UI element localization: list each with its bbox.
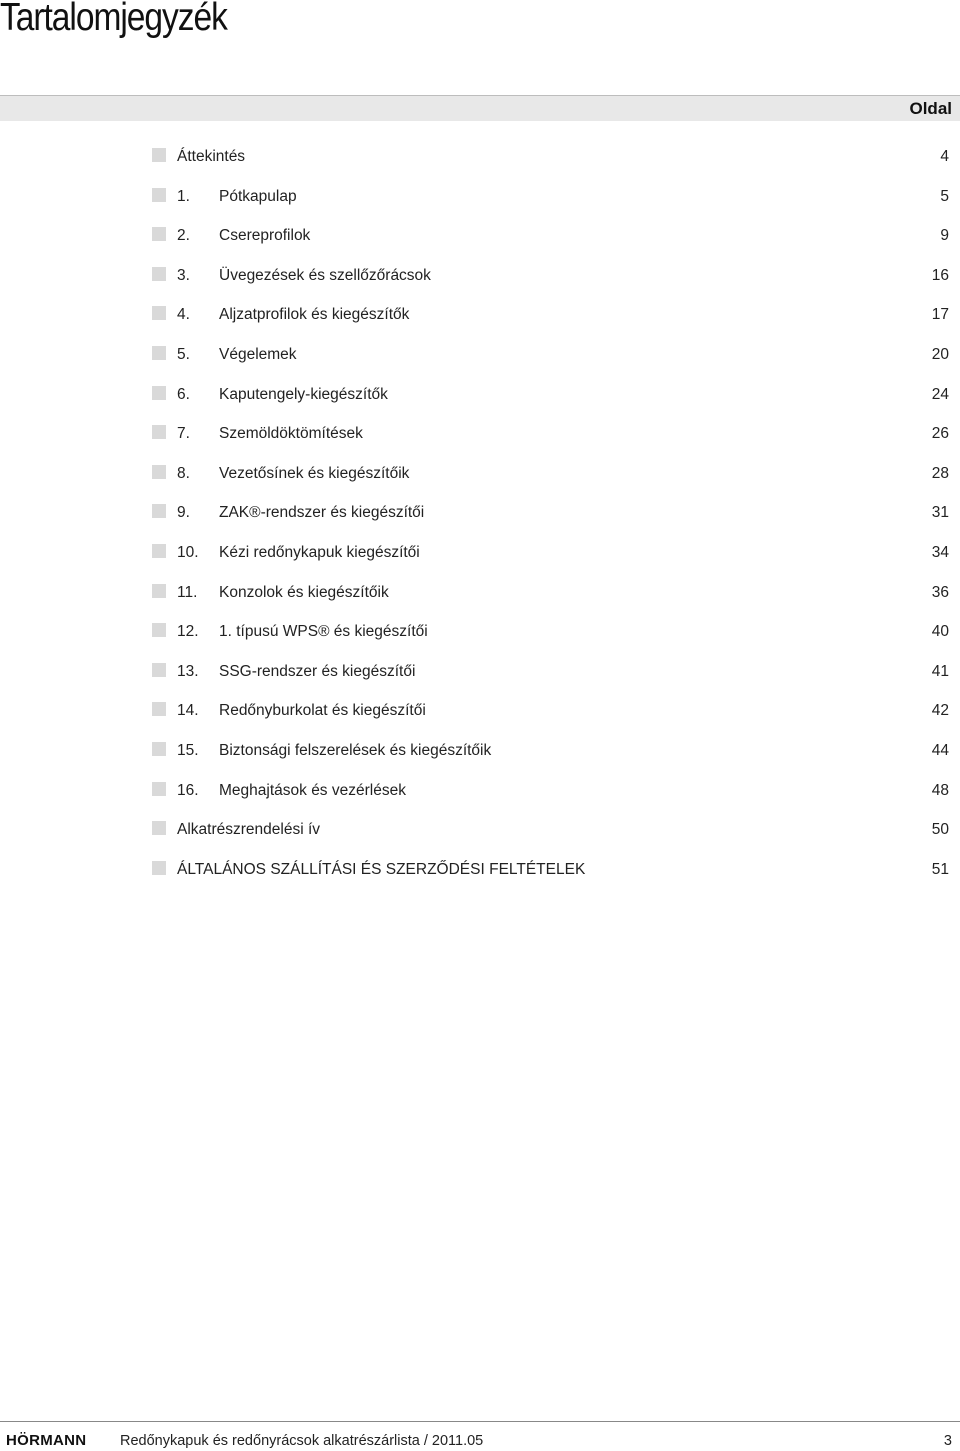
- toc-entry-label: Vezetősínek és kiegészítőik: [219, 464, 410, 482]
- square-bullet-icon: [152, 702, 166, 716]
- toc-entry-label: Kézi redőnykapuk kiegészítői: [219, 543, 420, 561]
- toc-entry-page: 41: [931, 662, 949, 680]
- toc-entry-page: 26: [931, 425, 949, 443]
- footer-divider: [0, 1421, 960, 1422]
- toc-entry[interactable]: [0, 138, 960, 178]
- toc-entry-page: 28: [931, 464, 949, 482]
- toc-entry-number: 6.: [177, 385, 190, 403]
- toc-entry-label: Redőnyburkolat és kiegészítői: [219, 702, 426, 720]
- toc-entry[interactable]: [0, 455, 960, 495]
- footer-page-number: 3: [943, 1433, 952, 1449]
- toc-entry-page: 44: [931, 741, 949, 759]
- square-bullet-icon: [152, 544, 166, 558]
- toc-entry-label: ÁLTALÁNOS SZÁLLÍTÁSI ÉS SZERZŐDÉSI FELTÉTELEK: [177, 860, 586, 878]
- toc-entry[interactable]: [0, 534, 960, 574]
- column-header-bar: [0, 95, 960, 121]
- toc-entry-number: 4.: [177, 306, 190, 324]
- square-bullet-icon: [152, 188, 166, 202]
- toc-entry-number: 16.: [177, 781, 199, 799]
- toc-entry-label: Aljzatprofilok és kiegészítők: [219, 306, 410, 324]
- toc-entry-number: 11.: [177, 583, 198, 601]
- toc-entry-page: 4: [940, 148, 949, 165]
- toc-entry[interactable]: [0, 376, 960, 416]
- toc-entry-label: Alkatrészrendelési ív: [177, 821, 321, 839]
- toc-entry-number: 9.: [177, 504, 190, 522]
- toc-entry-number: 7.: [177, 425, 190, 443]
- toc-entry[interactable]: [0, 613, 960, 653]
- toc-entry[interactable]: [0, 653, 960, 693]
- toc-entry[interactable]: [0, 415, 960, 455]
- toc-entry-label: Konzolok és kiegészítőik: [219, 583, 389, 601]
- square-bullet-icon: [152, 386, 166, 400]
- toc-entry-number: 3.: [177, 266, 190, 284]
- toc-entry-label: Kaputengely-kiegészítők: [219, 385, 388, 403]
- toc-entry-label: Szemöldöktömítések: [219, 425, 363, 443]
- table-of-contents: [0, 138, 960, 890]
- toc-entry-label: SSG-rendszer és kiegészítői: [219, 662, 416, 680]
- toc-entry[interactable]: [0, 732, 960, 772]
- toc-entry[interactable]: [0, 772, 960, 812]
- toc-entry[interactable]: [0, 336, 960, 376]
- toc-entry-label: Áttekintés: [177, 148, 246, 165]
- toc-entry-page: 31: [931, 504, 949, 522]
- brand-logo: HÖRMANN: [6, 1432, 87, 1449]
- toc-entry-number: 8.: [177, 464, 190, 482]
- square-bullet-icon: [152, 623, 166, 637]
- toc-entry-number: 15.: [177, 741, 199, 759]
- toc-entry-label: Meghajtások és vezérlések: [219, 781, 406, 799]
- square-bullet-icon: [152, 584, 166, 598]
- square-bullet-icon: [152, 425, 166, 439]
- square-bullet-icon: [152, 821, 166, 835]
- square-bullet-icon: [152, 346, 166, 360]
- square-bullet-icon: [152, 861, 166, 875]
- toc-entry-label: Végelemek: [219, 345, 297, 363]
- toc-entry-page: 51: [931, 860, 949, 878]
- square-bullet-icon: [152, 227, 166, 241]
- toc-entry-label: Csereprofilok: [219, 227, 311, 245]
- square-bullet-icon: [152, 742, 166, 756]
- toc-entry[interactable]: [0, 811, 960, 851]
- toc-entry-page: 50: [931, 821, 949, 839]
- page-title: Tartalomjegyzék: [0, 0, 227, 39]
- toc-entry-label: Üvegezések és szellőzőrácsok: [219, 266, 431, 284]
- toc-entry-number: 12.: [177, 623, 199, 641]
- toc-entry-number: 13.: [177, 662, 199, 680]
- toc-entry-page: 40: [931, 623, 949, 641]
- toc-entry[interactable]: [0, 692, 960, 732]
- toc-entry[interactable]: [0, 494, 960, 534]
- toc-entry-page: 42: [931, 702, 949, 720]
- square-bullet-icon: [152, 267, 166, 281]
- toc-entry[interactable]: [0, 851, 960, 891]
- toc-entry-number: 2.: [177, 227, 190, 245]
- toc-entry-number: 1.: [177, 187, 190, 205]
- toc-entry-label: Pótkapulap: [219, 187, 297, 205]
- square-bullet-icon: [152, 465, 166, 479]
- square-bullet-icon: [152, 504, 166, 518]
- toc-entry[interactable]: [0, 178, 960, 218]
- footer-document-title: Redőnykapuk és redőnyrácsok alkatrészárlista / 2011.05: [120, 1433, 484, 1449]
- toc-entry-page: 34: [931, 543, 949, 561]
- square-bullet-icon: [152, 782, 166, 796]
- toc-entry[interactable]: [0, 296, 960, 336]
- page-column-label: Oldal: [909, 99, 952, 118]
- square-bullet-icon: [152, 306, 166, 320]
- toc-entry-page: 36: [931, 583, 949, 601]
- toc-entry-page: 5: [940, 187, 949, 205]
- toc-entry-number: 5.: [177, 345, 190, 363]
- toc-entry-page: 17: [931, 306, 949, 324]
- toc-entry-number: 10.: [177, 543, 199, 561]
- toc-entry[interactable]: [0, 257, 960, 297]
- square-bullet-icon: [152, 148, 166, 162]
- toc-entry-page: 20: [931, 345, 949, 363]
- toc-entry-page: 48: [931, 781, 949, 799]
- toc-entry-label: Biztonsági felszerelések és kiegészítőik: [219, 741, 492, 759]
- toc-entry-label: 1. típusú WPS® és kiegészítői: [219, 623, 428, 641]
- toc-entry[interactable]: [0, 574, 960, 614]
- toc-entry-label: ZAK®-rendszer és kiegészítői: [219, 504, 425, 522]
- square-bullet-icon: [152, 663, 166, 677]
- toc-entry-page: 24: [931, 385, 949, 403]
- toc-entry-number: 14.: [177, 702, 199, 720]
- toc-entry-page: 16: [931, 266, 949, 284]
- toc-entry[interactable]: [0, 217, 960, 257]
- toc-entry-page: 9: [940, 227, 949, 245]
